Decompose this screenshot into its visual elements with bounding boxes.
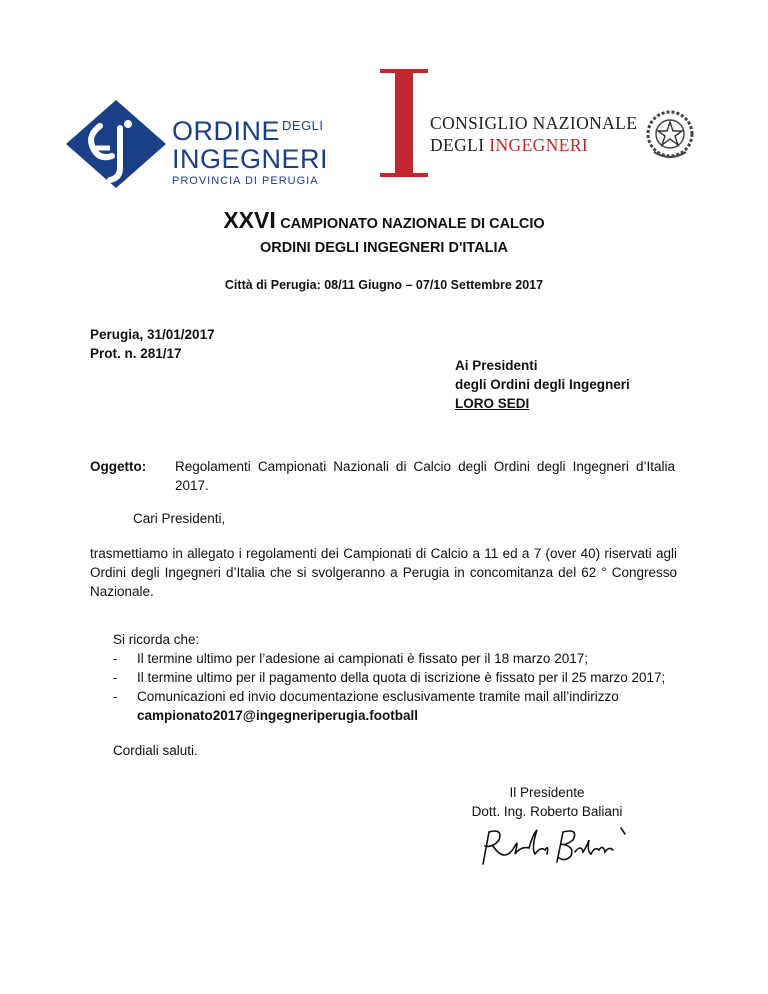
letter-header <box>90 325 215 363</box>
list-item: - Comunicazioni ed invio documentazione esclusivamente tramite mail all’indirizzo campionato2017@ingegneriperugia.football <box>113 689 619 723</box>
ordine-ingegneri-logo-text <box>172 118 328 187</box>
reminder-intro: Si ricorda che: <box>113 632 200 647</box>
cni-degli: DEGLI <box>430 135 490 155</box>
cni-ingegneri: INGEGNERI <box>489 135 589 155</box>
logo-ordine-word: ORDINE <box>172 116 281 146</box>
cni-line1: CONSIGLIO NAZIONALE <box>430 113 638 133</box>
logo-degli-word: DEGLI <box>282 118 324 133</box>
cni-logo-letter <box>378 67 430 179</box>
addressee-line: Ai Presidenti <box>455 358 538 373</box>
addressee-line: degli Ordini degli Ingegneri <box>455 377 630 392</box>
place-date: Perugia, 31/01/2017 <box>90 327 215 342</box>
addressee-line: LORO SEDI <box>455 396 530 411</box>
body-paragraph: trasmettiamo in allegato i regolamenti dei Campionati di Calcio a 11 ed a 7 (over 40) riservati agli Ordini degli Ingegneri d’Italia che si svolgeranno a Perugia in concomitanza del 62 ° Congresso Nazionale. <box>90 546 677 599</box>
signature-block <box>452 783 642 821</box>
ordine-ingegneri-logo-mark <box>62 98 170 190</box>
edition-number: XXVI <box>223 207 276 233</box>
italian-republic-emblem <box>644 108 696 162</box>
list-item: - Il termine ultimo per l’adesione ai campionati è fissato per il 18 marzo 2017; <box>113 651 588 666</box>
signer-name: Dott. Ing. Roberto Baliani <box>471 804 623 819</box>
event-dates: Città di Perugia: 08/11 Giugno – 07/10 Settembre 2017 <box>224 278 544 292</box>
logo-provincia: PROVINCIA DI PERUGIA <box>172 175 319 187</box>
list-item: - Il termine ultimo per il pagamento della quota di iscrizione è fissato per il 25 marzo 2017; <box>113 670 666 685</box>
cni-logo-text <box>430 112 637 156</box>
event-subtitle: ORDINI DEGLI INGEGNERI D'ITALIA <box>259 240 509 256</box>
greeting: Cari Presidenti, <box>133 511 226 526</box>
championship-title: CAMPIONATO NAZIONALE DI CALCIO <box>280 216 545 232</box>
handwritten-signature <box>475 824 635 868</box>
event-title <box>0 207 768 234</box>
reminder-list <box>113 649 677 725</box>
subject-label: Oggetto: <box>90 459 147 474</box>
closing: Cordiali saluti. <box>113 743 198 758</box>
logo-ingegneri-word: INGEGNERI <box>172 144 329 174</box>
addressee-block <box>455 356 630 413</box>
signer-title: Il Presidente <box>509 785 585 800</box>
protocol-number: Prot. n. 281/17 <box>90 346 182 361</box>
contact-email: campionato2017@ingegneriperugia.football <box>137 708 418 723</box>
subject-text: Regolamenti Campionati Nazionali di Calcio degli Ordini degli Ingegneri d’Italia 2017. <box>175 459 675 493</box>
